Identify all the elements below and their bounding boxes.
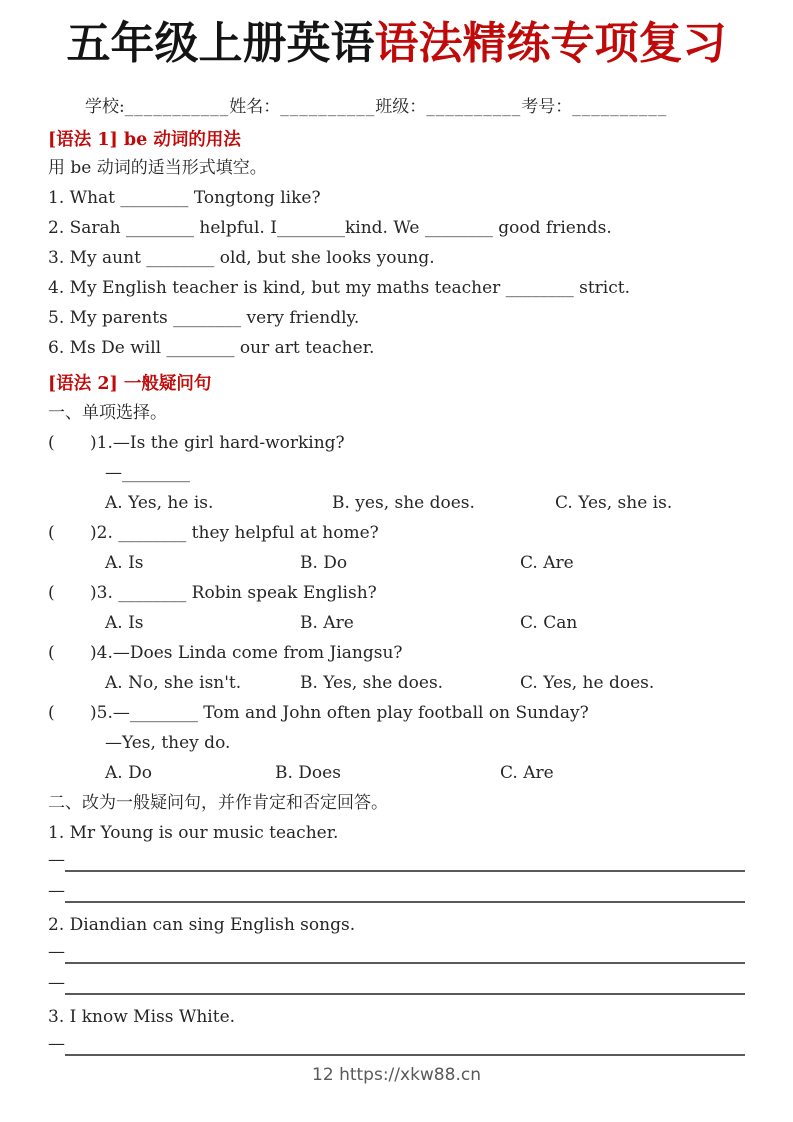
mc-question-5-stem: )5.—________ Tom and John often play football on Sunday? [90,703,589,723]
student-info-row [85,92,745,117]
part-two-title: 二、改为一般疑问句，并作肯定和否定回答。 [48,793,388,813]
answer-dash: — [48,850,65,870]
answer-row [48,1032,745,1063]
rewrite-item-1: 1. Mr Young is our music teacher. [48,823,339,843]
mc-question-4-stem: )4.—Does Linda come from Jiangsu? [90,643,403,663]
answer-row [48,940,745,971]
option-b: B. Are [300,613,354,633]
option-c: C. Yes, he does. [520,673,655,693]
answer-paren: ( [48,523,55,543]
answer-line [65,848,745,872]
grammar1-item-3: 3. My aunt ________ old, but she looks young. [48,248,435,268]
page-title [48,16,745,71]
name-blank: __________ [280,97,376,117]
mc-question-2-options [48,548,745,578]
grammar1-item-6: 6. Ms De will ________ our art teacher. [48,338,375,358]
option-c: C. Are [520,553,574,573]
rewrite-item-3: 3. I know Miss White. [48,1007,236,1027]
grammar1-item-1: 1. What ________ Tongtong like? [48,188,321,208]
answer-row [48,848,745,879]
grammar1-item-4: 4. My English teacher is kind, but my maths teacher ________ strict. [48,278,630,298]
answer-dash: — [48,1034,65,1054]
mc-question-3-stem: )3. ________ Robin speak English? [90,583,377,603]
mc-question-3 [48,578,745,608]
option-a: A. Yes, he is. [105,493,214,513]
mc-question-5-options [48,758,745,788]
mc-question-1-line2: —________ [105,463,190,483]
grammar1-instruction: 用 be 动词的适当形式填空。 [48,158,267,178]
class-label: 班级： [375,97,427,117]
grammar1-heading: [语法 1] be 动词的用法 [48,130,241,150]
answer-line [65,940,745,964]
option-a: A. No, she isn't. [105,673,242,693]
exam-no-label: 考号： [521,97,573,117]
answer-paren: ( [48,583,55,603]
answer-paren: ( [48,643,55,663]
mc-question-3-options [48,608,745,638]
mc-question-1-stem: )1.—Is the girl hard-working? [90,433,345,453]
name-label: 姓名： [229,97,281,117]
option-b: B. Yes, she does. [300,673,444,693]
answer-row [48,971,745,1002]
mc-question-5 [48,698,745,728]
mc-question-2 [48,518,745,548]
title-black-part: 五年级上册英语 [66,18,375,69]
answer-line [65,1032,745,1056]
option-b: B. yes, she does. [332,493,475,513]
answer-paren: ( [48,433,55,453]
page-footer: 12 https://xkw88.cn [312,1065,481,1085]
answer-line [65,971,745,995]
exam-no-blank: __________ [572,97,668,117]
option-b: B. Does [275,763,341,783]
option-a: A. Is [105,613,144,633]
option-a: A. Is [105,553,144,573]
option-c: C. Can [520,613,578,633]
option-b: B. Do [300,553,348,573]
mc-question-2-stem: )2. ________ they helpful at home? [90,523,379,543]
answer-paren: ( [48,703,55,723]
answer-dash: — [48,942,65,962]
mc-question-4-options [48,668,745,698]
mc-question-1 [48,428,745,458]
rewrite-item-2: 2. Diandian can sing English songs. [48,915,356,935]
grammar1-item-5: 5. My parents ________ very friendly. [48,308,360,328]
school-label: 学校: [85,97,125,117]
title-red-part: 语法精练专项复习 [374,18,727,69]
school-blank: ___________ [124,97,230,117]
answer-row [48,879,745,910]
answer-line [65,879,745,903]
option-c: C. Are [500,763,554,783]
option-c: C. Yes, she is. [555,493,673,513]
option-a: A. Do [105,763,152,783]
answer-dash: — [48,881,65,901]
class-blank: __________ [426,97,522,117]
answer-dash: — [48,973,65,993]
grammar1-item-2: 2. Sarah ________ helpful. I________kind. We ________ good friends. [48,218,612,238]
mc-question-4 [48,638,745,668]
mc-question-5-line2: —Yes, they do. [105,733,231,753]
part-one-title: 一、单项选择。 [48,403,167,423]
mc-question-1-options [48,488,745,518]
grammar2-heading: [语法 2] 一般疑问句 [48,374,212,394]
